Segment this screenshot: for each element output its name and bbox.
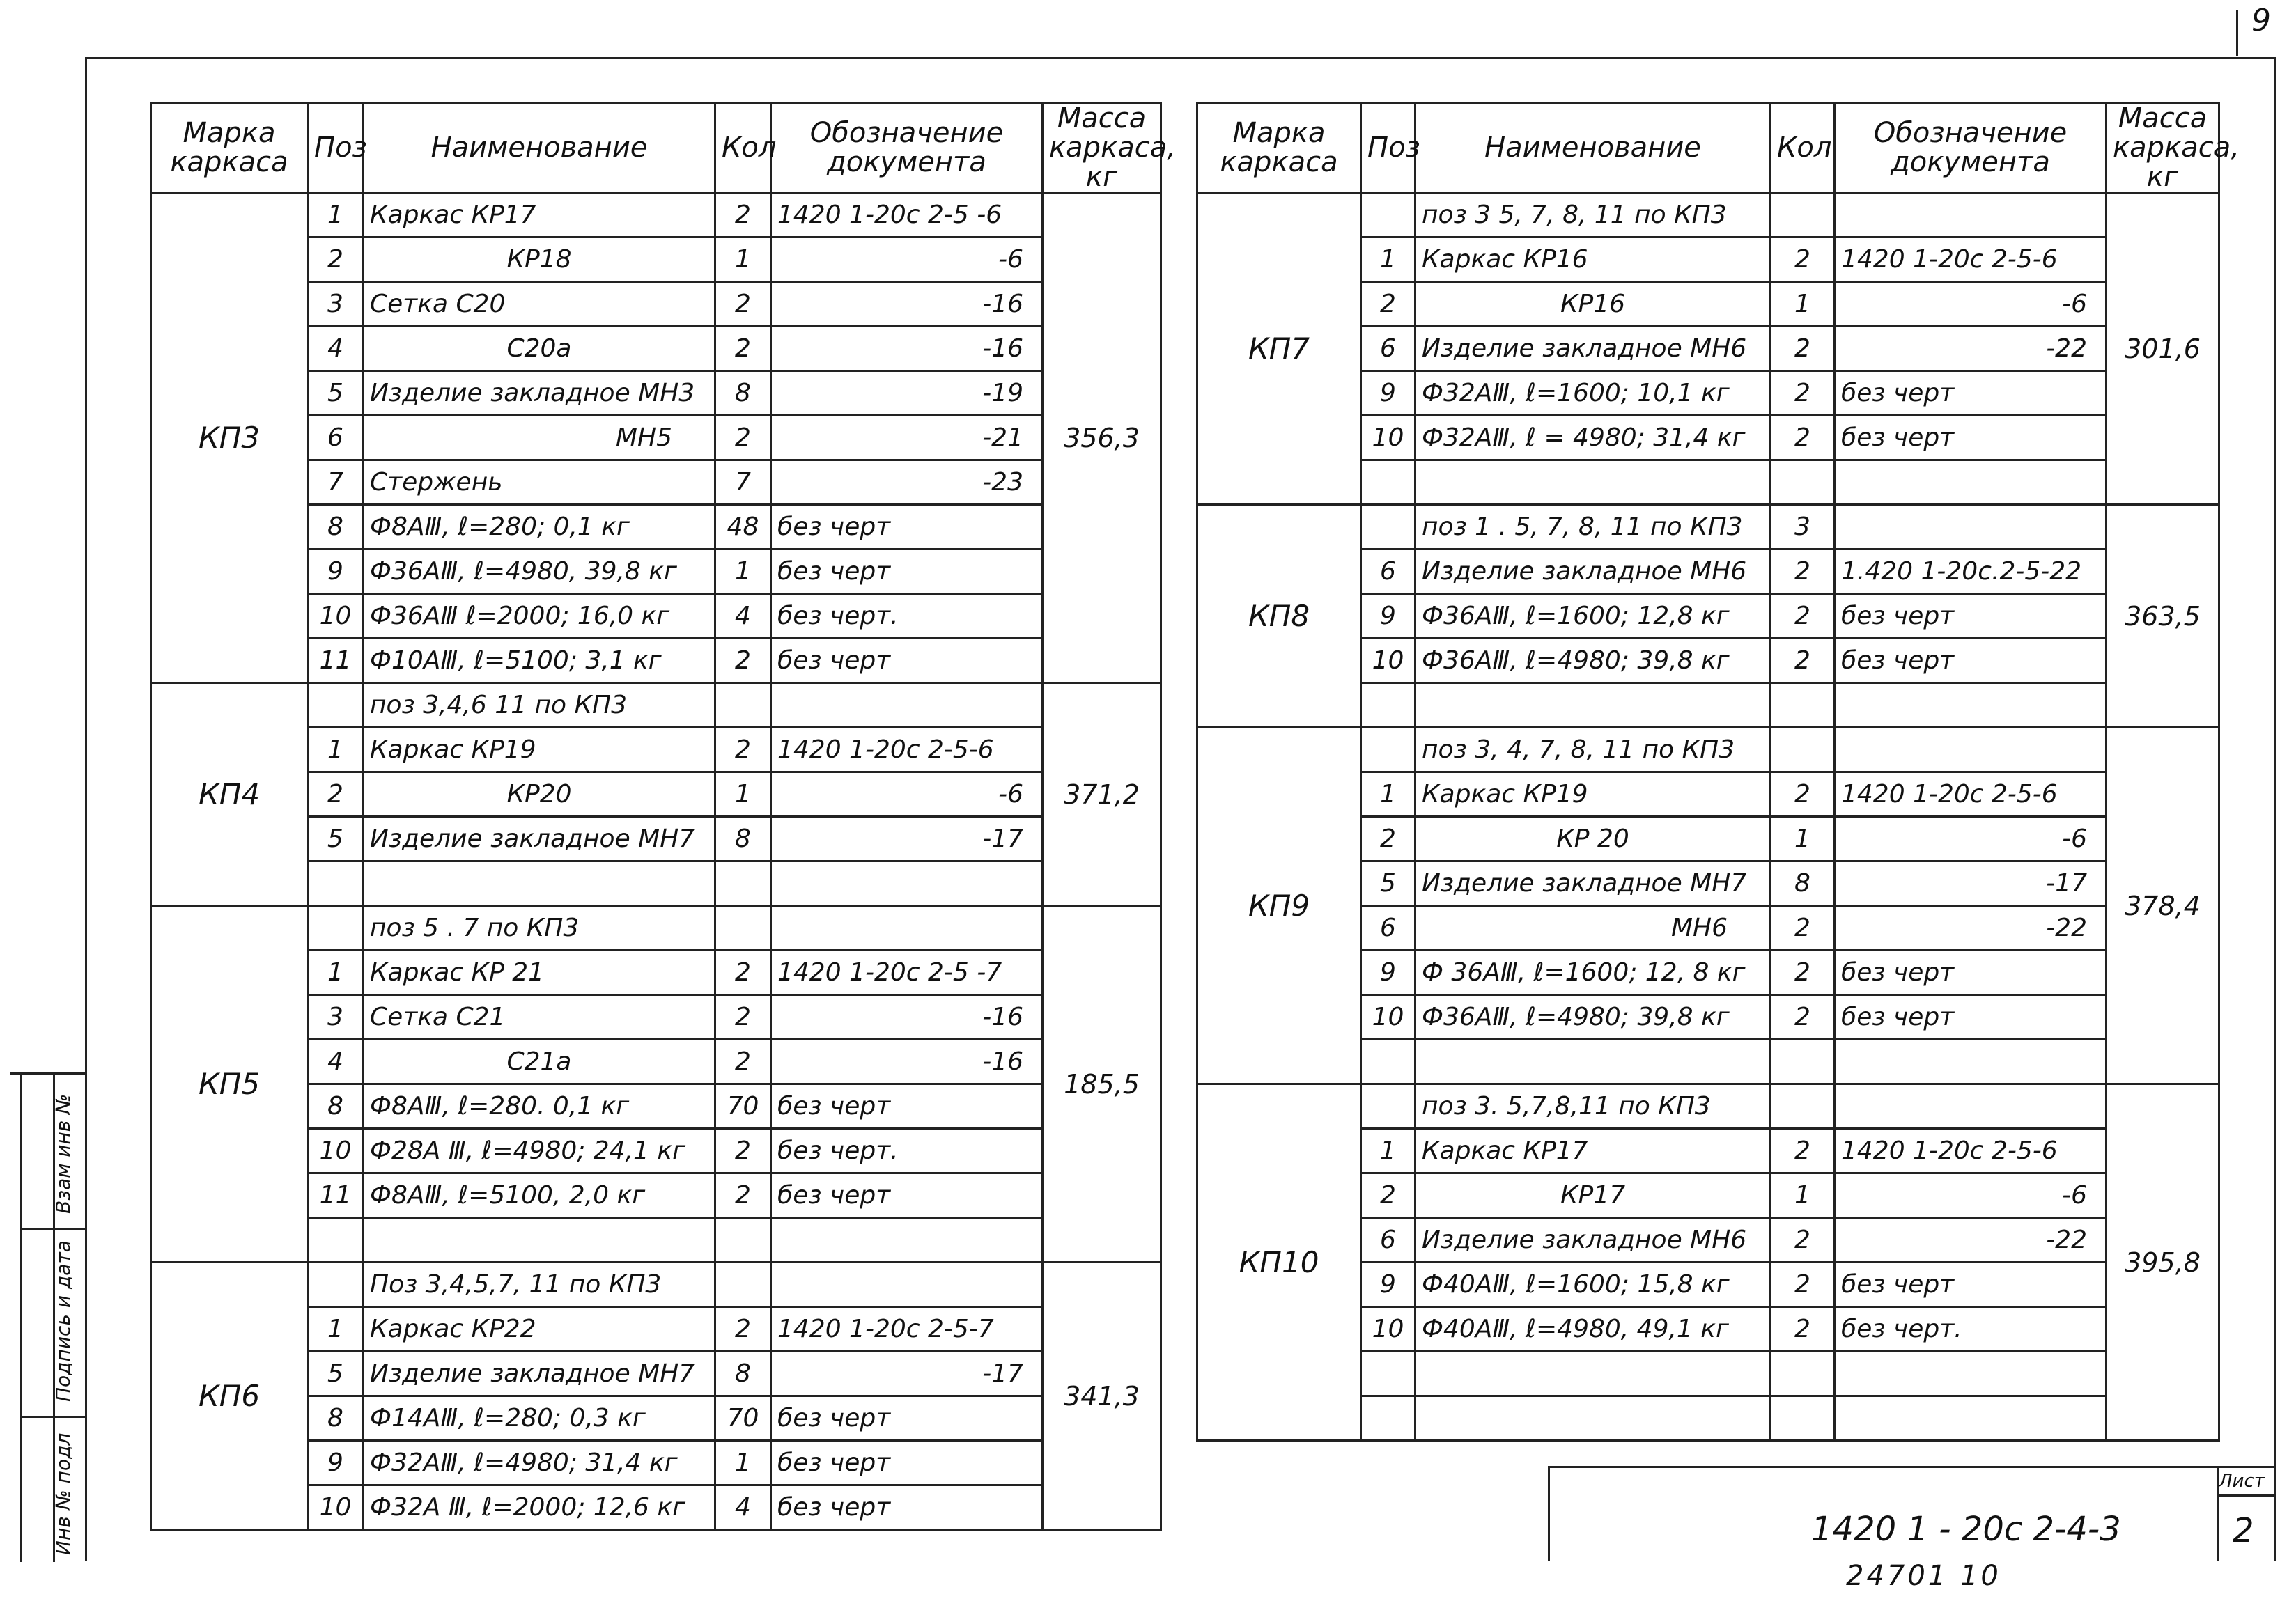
side-stamp <box>10 1072 86 1562</box>
position-cell: 10 <box>1361 1307 1415 1352</box>
quantity-cell: 8 <box>715 371 771 416</box>
name-cell: Изделие закладное МН6 <box>1415 327 1771 371</box>
right-table-body <box>1197 193 2219 1441</box>
position-cell <box>308 1218 364 1263</box>
position-cell <box>1361 460 1415 505</box>
frame-mark: КП7 <box>1197 193 1361 505</box>
position-cell: 1 <box>308 193 364 237</box>
quantity-cell: 48 <box>715 505 771 549</box>
right-spec-table <box>1196 102 2240 1442</box>
name-cell: Ф36АⅢ, ℓ=4980; 39,8 кг <box>1415 995 1771 1040</box>
position-cell <box>1361 1352 1415 1396</box>
name-cell: поз 3 5, 7, 8, 11 по КП3 <box>1415 193 1771 237</box>
name-cell: Ф36АⅢ, ℓ=4980, 39,8 кг <box>364 549 715 594</box>
position-cell: 8 <box>308 1084 364 1129</box>
header-name: Наименование <box>1415 103 1771 193</box>
position-cell: 5 <box>308 817 364 861</box>
quantity-cell <box>715 861 771 906</box>
document-cell: без черт <box>1835 1263 2107 1307</box>
position-cell <box>308 1263 364 1307</box>
quantity-cell: 70 <box>715 1396 771 1441</box>
position-cell: 7 <box>308 460 364 505</box>
quantity-cell <box>715 683 771 728</box>
quantity-cell <box>715 906 771 951</box>
document-cell <box>771 1218 1043 1263</box>
name-cell: поз 3, 4, 7, 8, 11 по КП3 <box>1415 728 1771 772</box>
document-cell: -22 <box>1835 1218 2107 1263</box>
document-cell: 1.420 1-20с.2-5-22 <box>1835 549 2107 594</box>
document-cell: без черт <box>1835 416 2107 460</box>
position-cell: 6 <box>308 416 364 460</box>
name-cell <box>1415 1396 1771 1441</box>
quantity-cell: 8 <box>715 1352 771 1396</box>
position-cell: 9 <box>1361 594 1415 639</box>
name-cell: Каркас КР16 <box>1415 237 1771 282</box>
name-cell: Стержень <box>364 460 715 505</box>
name-cell: КР 20 <box>1415 817 1771 861</box>
frame-mass: 341,3 <box>1043 1263 1161 1530</box>
position-cell: 6 <box>1361 549 1415 594</box>
frame-mass: 371,2 <box>1043 683 1161 906</box>
name-cell: Ф14АⅢ, ℓ=280; 0,3 кг <box>364 1396 715 1441</box>
document-cell: -17 <box>771 817 1043 861</box>
quantity-cell: 2 <box>1771 906 1835 951</box>
quantity-cell: 2 <box>715 282 771 327</box>
document-cell <box>1835 460 2107 505</box>
name-cell: Ф36АⅢ, ℓ=4980; 39,8 кг <box>1415 639 1771 683</box>
name-cell: Поз 3,4,5,7, 11 по КП3 <box>364 1263 715 1307</box>
quantity-cell: 2 <box>1771 549 1835 594</box>
document-cell: без черт <box>771 1441 1043 1485</box>
position-cell <box>1361 1040 1415 1084</box>
header-doc: Обозначение документа <box>1835 103 2107 193</box>
name-cell: МН6 <box>1415 906 1771 951</box>
document-cell: -6 <box>1835 817 2107 861</box>
position-cell: 2 <box>1361 817 1415 861</box>
name-cell: Ф 36АⅢ, ℓ=1600; 12, 8 кг <box>1415 951 1771 995</box>
name-cell: Ф10АⅢ, ℓ=5100; 3,1 кг <box>364 639 715 683</box>
quantity-cell: 8 <box>1771 861 1835 906</box>
quantity-cell: 2 <box>715 416 771 460</box>
quantity-cell: 2 <box>1771 1263 1835 1307</box>
side-stamp-divider <box>20 1416 86 1418</box>
name-cell: С21а <box>364 1040 715 1084</box>
frame-mark: КП5 <box>151 906 308 1263</box>
document-cell <box>1835 1040 2107 1084</box>
position-cell: 9 <box>308 549 364 594</box>
name-cell: Ф28А Ⅲ, ℓ=4980; 24,1 кг <box>364 1129 715 1173</box>
position-cell <box>1361 1396 1415 1441</box>
document-cell: -22 <box>1835 327 2107 371</box>
quantity-cell <box>1771 683 1835 728</box>
header-pos: Поз <box>308 103 364 193</box>
name-cell: Ф32АⅢ, ℓ=4980; 31,4 кг <box>364 1441 715 1485</box>
document-cell: -16 <box>771 282 1043 327</box>
name-cell: Изделие закладное МН7 <box>364 817 715 861</box>
name-cell: Сетка С20 <box>364 282 715 327</box>
quantity-cell: 2 <box>715 728 771 772</box>
position-cell <box>308 906 364 951</box>
position-cell: 3 <box>308 995 364 1040</box>
position-cell: 1 <box>308 1307 364 1352</box>
document-cell: 1420 1-20с 2-5-6 <box>771 728 1043 772</box>
quantity-cell: 7 <box>715 460 771 505</box>
position-cell: 4 <box>308 327 364 371</box>
name-cell: Изделие закладное МН7 <box>1415 861 1771 906</box>
name-cell: Каркас КР17 <box>364 193 715 237</box>
document-cell <box>1835 1396 2107 1441</box>
position-cell: 5 <box>308 1352 364 1396</box>
document-cell: без черт. <box>771 594 1043 639</box>
position-cell: 9 <box>308 1441 364 1485</box>
document-cell: -6 <box>1835 282 2107 327</box>
header-qty: Кол <box>715 103 771 193</box>
quantity-cell: 1 <box>715 237 771 282</box>
name-cell: поз 1 . 5, 7, 8, 11 по КП3 <box>1415 505 1771 549</box>
quantity-cell <box>1771 193 1835 237</box>
frame-mass: 301,6 <box>2107 193 2219 505</box>
name-cell: Изделие закладное МН6 <box>1415 1218 1771 1263</box>
right-header-row <box>1197 103 2219 193</box>
table-row <box>151 906 1161 951</box>
page-number: 9 <box>2251 3 2271 38</box>
document-cell: -17 <box>771 1352 1043 1396</box>
header-qty: Кол <box>1771 103 1835 193</box>
quantity-cell: 2 <box>1771 1307 1835 1352</box>
document-cell: -19 <box>771 371 1043 416</box>
name-cell <box>364 861 715 906</box>
side-label-inv-no-orig: Инв № подл <box>52 1432 75 1555</box>
left-header-row <box>151 103 1161 193</box>
document-cell <box>1835 505 2107 549</box>
frame-mark: КП9 <box>1197 728 1361 1084</box>
side-label-inv-no: Взам инв № <box>52 1093 75 1214</box>
quantity-cell: 2 <box>715 1173 771 1218</box>
document-cell <box>1835 683 2107 728</box>
quantity-cell: 2 <box>1771 594 1835 639</box>
position-cell: 1 <box>1361 237 1415 282</box>
quantity-cell: 2 <box>715 327 771 371</box>
side-stamp-line <box>20 1075 22 1562</box>
name-cell: МН5 <box>364 416 715 460</box>
name-cell: Ф36АⅢ, ℓ=1600; 12,8 кг <box>1415 594 1771 639</box>
document-cell: без черт <box>771 1084 1043 1129</box>
frame-mass: 185,5 <box>1043 906 1161 1263</box>
document-cell: -17 <box>1835 861 2107 906</box>
position-cell: 10 <box>308 1129 364 1173</box>
document-cell <box>1835 1084 2107 1129</box>
name-cell: поз 3. 5,7,8,11 по КП3 <box>1415 1084 1771 1129</box>
position-cell: 5 <box>1361 861 1415 906</box>
quantity-cell: 2 <box>715 193 771 237</box>
position-cell: 6 <box>1361 327 1415 371</box>
position-cell: 1 <box>1361 1129 1415 1173</box>
bottom-code: 24701 10 <box>1846 1560 2001 1592</box>
quantity-cell: 1 <box>1771 817 1835 861</box>
quantity-cell: 2 <box>1771 1129 1835 1173</box>
quantity-cell <box>1771 1040 1835 1084</box>
position-cell: 3 <box>308 282 364 327</box>
quantity-cell <box>1771 1352 1835 1396</box>
position-cell: 11 <box>308 1173 364 1218</box>
quantity-cell: 2 <box>715 1307 771 1352</box>
position-cell <box>308 683 364 728</box>
document-cell <box>771 683 1043 728</box>
name-cell: Изделие закладное МН7 <box>364 1352 715 1396</box>
name-cell: Каркас КР19 <box>1415 772 1771 817</box>
position-cell <box>1361 505 1415 549</box>
document-cell: без черт <box>771 639 1043 683</box>
document-cell <box>771 906 1043 951</box>
frame-mass: 356,3 <box>1043 193 1161 683</box>
name-cell: Ф32А Ⅲ, ℓ=2000; 12,6 кг <box>364 1485 715 1530</box>
name-cell: Ф8АⅢ, ℓ=280. 0,1 кг <box>364 1084 715 1129</box>
quantity-cell: 1 <box>715 772 771 817</box>
document-cell <box>1835 728 2107 772</box>
header-doc: Обозначение документа <box>771 103 1043 193</box>
quantity-cell: 3 <box>1771 505 1835 549</box>
document-cell: -23 <box>771 460 1043 505</box>
quantity-cell: 2 <box>1771 371 1835 416</box>
table-row <box>1197 1084 2219 1129</box>
left-table-body <box>151 193 1161 1530</box>
name-cell: КР18 <box>364 237 715 282</box>
quantity-cell: 2 <box>1771 639 1835 683</box>
frame-mass: 395,8 <box>2107 1084 2219 1441</box>
position-cell: 10 <box>1361 416 1415 460</box>
frame-mark: КП6 <box>151 1263 308 1530</box>
sheet-label: Лист <box>2219 1471 2265 1492</box>
name-cell: Каркас КР19 <box>364 728 715 772</box>
document-cell: -16 <box>771 995 1043 1040</box>
table-row <box>151 193 1161 237</box>
quantity-cell: 1 <box>715 549 771 594</box>
title-block-hline <box>2217 1494 2274 1497</box>
document-code: 1420 1 - 20с 2-4-3 <box>1811 1510 2121 1549</box>
name-cell: Каркас КР 21 <box>364 951 715 995</box>
position-cell: 2 <box>308 772 364 817</box>
frame-mass: 363,5 <box>2107 505 2219 728</box>
quantity-cell: 2 <box>715 995 771 1040</box>
quantity-cell: 2 <box>715 951 771 995</box>
document-cell: 1420 1-20с 2-5-6 <box>1835 1129 2107 1173</box>
quantity-cell: 1 <box>1771 1173 1835 1218</box>
table-row <box>151 683 1161 728</box>
header-mark: Марка каркаса <box>1197 103 1361 193</box>
quantity-cell: 2 <box>1771 951 1835 995</box>
quantity-cell: 1 <box>1771 282 1835 327</box>
position-cell: 6 <box>1361 1218 1415 1263</box>
document-cell <box>771 1263 1043 1307</box>
quantity-cell: 2 <box>1771 416 1835 460</box>
position-cell: 5 <box>308 371 364 416</box>
document-cell: без черт <box>771 505 1043 549</box>
frame-mark: КП3 <box>151 193 308 683</box>
frame-mark: КП4 <box>151 683 308 906</box>
document-cell <box>771 861 1043 906</box>
document-cell: -21 <box>771 416 1043 460</box>
position-cell: 6 <box>1361 906 1415 951</box>
quantity-cell <box>715 1218 771 1263</box>
document-cell: 1420 1-20с 2-5 -7 <box>771 951 1043 995</box>
name-cell: Ф36АⅢ ℓ=2000; 16,0 кг <box>364 594 715 639</box>
document-cell <box>1835 1352 2107 1396</box>
quantity-cell: 2 <box>1771 237 1835 282</box>
document-cell: без черт <box>771 1485 1043 1530</box>
position-cell <box>1361 1084 1415 1129</box>
document-cell: без черт <box>771 549 1043 594</box>
document-cell: -6 <box>1835 1173 2107 1218</box>
name-cell: поз 5 . 7 по КП3 <box>364 906 715 951</box>
position-cell: 2 <box>1361 1173 1415 1218</box>
position-cell: 1 <box>308 728 364 772</box>
name-cell: С20а <box>364 327 715 371</box>
position-cell: 2 <box>1361 282 1415 327</box>
position-cell: 1 <box>1361 772 1415 817</box>
document-cell: без черт <box>1835 951 2107 995</box>
name-cell: Изделие закладное МН3 <box>364 371 715 416</box>
position-cell <box>1361 193 1415 237</box>
quantity-cell <box>1771 1084 1835 1129</box>
position-cell: 10 <box>1361 639 1415 683</box>
document-cell: -16 <box>771 327 1043 371</box>
quantity-cell <box>1771 460 1835 505</box>
document-cell: -6 <box>771 772 1043 817</box>
position-cell: 10 <box>1361 995 1415 1040</box>
position-cell <box>1361 683 1415 728</box>
position-cell: 8 <box>308 1396 364 1441</box>
position-cell: 8 <box>308 505 364 549</box>
position-cell: 4 <box>308 1040 364 1084</box>
name-cell: КР17 <box>1415 1173 1771 1218</box>
table-row <box>1197 728 2219 772</box>
position-cell: 9 <box>1361 951 1415 995</box>
table-row <box>151 1263 1161 1307</box>
position-cell <box>308 861 364 906</box>
position-cell: 10 <box>308 1485 364 1530</box>
document-cell: 1420 1-20с 2-5-6 <box>1835 237 2107 282</box>
position-cell: 10 <box>308 594 364 639</box>
quantity-cell: 70 <box>715 1084 771 1129</box>
position-cell: 1 <box>308 951 364 995</box>
name-cell: Ф32АⅢ, ℓ=1600; 10,1 кг <box>1415 371 1771 416</box>
table-row <box>1197 505 2219 549</box>
header-mark: Марка каркаса <box>151 103 308 193</box>
quantity-cell: 2 <box>715 1129 771 1173</box>
document-cell: -22 <box>1835 906 2107 951</box>
quantity-cell: 2 <box>1771 327 1835 371</box>
quantity-cell: 2 <box>1771 772 1835 817</box>
side-stamp-divider <box>20 1228 86 1230</box>
document-cell: без черт. <box>771 1129 1043 1173</box>
name-cell: Ф40АⅢ, ℓ=4980, 49,1 кг <box>1415 1307 1771 1352</box>
document-cell: -16 <box>771 1040 1043 1084</box>
position-cell: 2 <box>308 237 364 282</box>
name-cell <box>1415 460 1771 505</box>
document-cell: без черт. <box>1835 1307 2107 1352</box>
quantity-cell <box>1771 728 1835 772</box>
quantity-cell <box>1771 1396 1835 1441</box>
position-cell: 9 <box>1361 1263 1415 1307</box>
document-cell: без черт <box>1835 995 2107 1040</box>
quantity-cell: 4 <box>715 594 771 639</box>
document-cell: 1420 1-20с 2-5-7 <box>771 1307 1043 1352</box>
name-cell: Ф8АⅢ, ℓ=280; 0,1 кг <box>364 505 715 549</box>
quantity-cell: 2 <box>1771 1218 1835 1263</box>
corner-tick <box>2236 10 2238 56</box>
position-cell: 9 <box>1361 371 1415 416</box>
left-spec-table <box>150 102 1176 1531</box>
document-cell <box>1835 193 2107 237</box>
document-cell: без черт <box>1835 594 2107 639</box>
name-cell <box>364 1218 715 1263</box>
name-cell: Ф8АⅢ, ℓ=5100, 2,0 кг <box>364 1173 715 1218</box>
quantity-cell: 4 <box>715 1485 771 1530</box>
name-cell: КР16 <box>1415 282 1771 327</box>
header-pos: Поз <box>1361 103 1415 193</box>
document-cell: -6 <box>771 237 1043 282</box>
document-cell: без черт <box>771 1396 1043 1441</box>
name-cell: Ф40АⅢ, ℓ=1600; 15,8 кг <box>1415 1263 1771 1307</box>
name-cell <box>1415 1352 1771 1396</box>
name-cell: Ф32АⅢ, ℓ = 4980; 31,4 кг <box>1415 416 1771 460</box>
quantity-cell: 1 <box>715 1441 771 1485</box>
quantity-cell: 8 <box>715 817 771 861</box>
header-mass: Масса каркаса, кг <box>2107 103 2219 193</box>
side-label-signature-date: Подпись и дата <box>52 1240 75 1402</box>
table-row <box>1197 193 2219 237</box>
header-name: Наименование <box>364 103 715 193</box>
frame-mark: КП10 <box>1197 1084 1361 1441</box>
name-cell: Сетка С21 <box>364 995 715 1040</box>
position-cell: 11 <box>308 639 364 683</box>
frame-mass: 378,4 <box>2107 728 2219 1084</box>
position-cell <box>1361 728 1415 772</box>
name-cell: Каркас КР22 <box>364 1307 715 1352</box>
name-cell: КР20 <box>364 772 715 817</box>
quantity-cell: 2 <box>715 1040 771 1084</box>
name-cell <box>1415 1040 1771 1084</box>
document-cell: без черт <box>771 1173 1043 1218</box>
document-cell: без черт <box>1835 371 2107 416</box>
quantity-cell <box>715 1263 771 1307</box>
document-cell: без черт <box>1835 639 2107 683</box>
name-cell: поз 3,4,6 11 по КП3 <box>364 683 715 728</box>
frame-mark: КП8 <box>1197 505 1361 728</box>
name-cell <box>1415 683 1771 728</box>
quantity-cell: 2 <box>715 639 771 683</box>
name-cell: Каркас КР17 <box>1415 1129 1771 1173</box>
quantity-cell: 2 <box>1771 995 1835 1040</box>
document-cell: 1420 1-20с 2-5-6 <box>1835 772 2107 817</box>
name-cell: Изделие закладное МН6 <box>1415 549 1771 594</box>
document-cell: 1420 1-20с 2-5 -6 <box>771 193 1043 237</box>
sheet-number: 2 <box>2233 1511 2254 1550</box>
header-mass: Масса каркаса, кг <box>1043 103 1161 193</box>
